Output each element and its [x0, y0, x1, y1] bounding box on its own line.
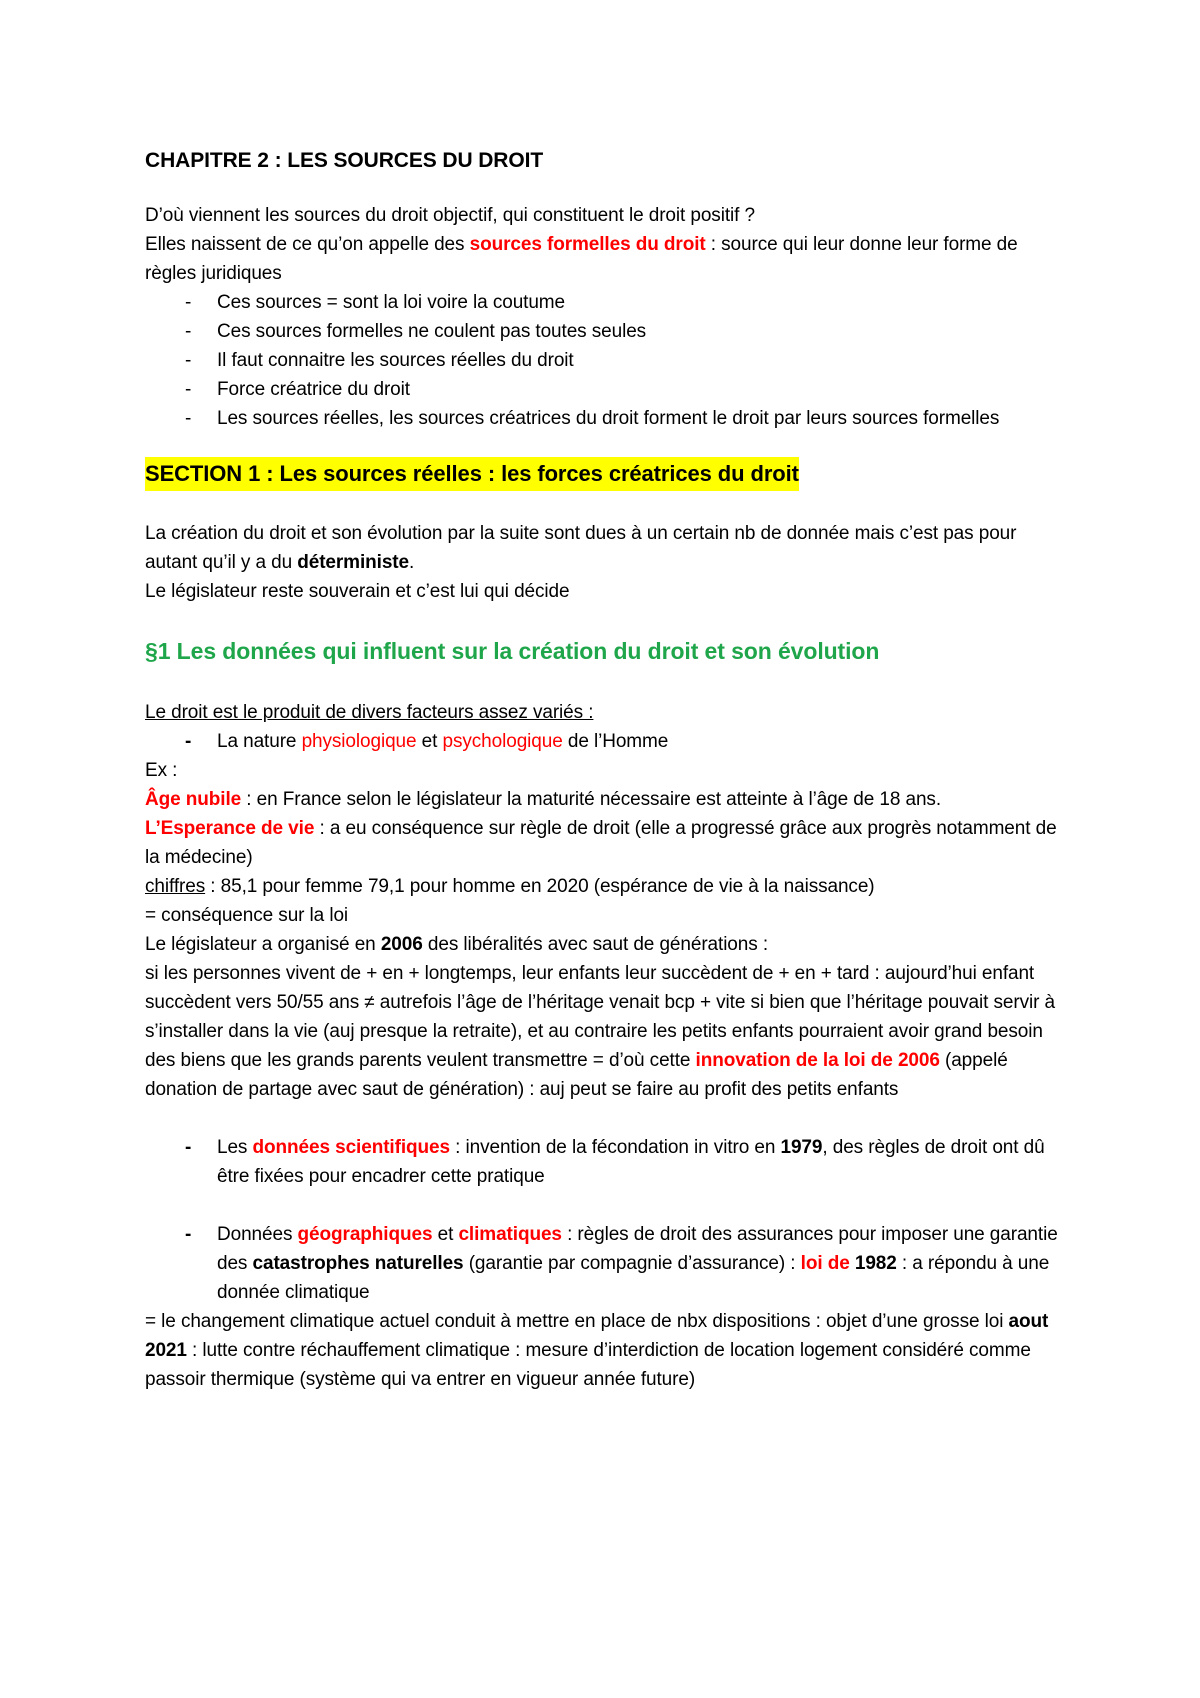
list-item: - La nature physiologique et psychologique de l’Homme	[145, 727, 1065, 756]
list-item: - Les données scientifiques : invention de la fécondation in vitro en 1979, des règles de droit ont dû être fixées pour encadrer cette pratique	[145, 1133, 1065, 1191]
legislateur-paragraph: Le législateur a organisé en 2006 des libéralités avec saut de générations :	[145, 934, 769, 955]
longevity-paragraph: si les personnes vivent de + en + longtemps, leur enfants leur succèdent de + en + tard : aujourd’hui enfant succèdent vers 50/55 ans ≠ autrefois l’âge de l’héritage venait bcp + vite si bien que l’héritage pouvait servir à s’installer dans la vie (auj presque la retraite), et au contraire les petits enfants pourraient avoir grand besoin des biens que les grands parents veulent transmettre = d’où cette innovation de la loi de 2006 (appelé donation de partage avec saut de génération) : auj peut se faire au profit des petits enfants	[145, 963, 1055, 1100]
list-item: - Ces sources = sont la loi voire la coutume	[145, 288, 1065, 317]
esperance-paragraph: L’Esperance de vie : a eu conséquence sur règle de droit (elle a progressé grâce aux progrès notamment de la médecine)	[145, 818, 1057, 868]
nature-list	[145, 727, 1065, 756]
geo-list	[145, 1220, 1065, 1307]
section-paragraph: La création du droit et son évolution par la suite sont dues à un certain nb de donnée mais c’est pas pour autant qu’il y a du déterministe.	[145, 523, 1017, 573]
list-item: - Données géographiques et climatiques : règles de droit des assurances pour imposer une garantie des catastrophes naturelles (garantie par compagnie d’assurance) : loi de 1982 : a répondu à une donnée climatique	[145, 1220, 1065, 1307]
intro-sentence: Elles naissent de ce qu’on appelle des sources formelles du droit : source qui leur donne leur forme de règles juridiques	[145, 234, 1018, 284]
age-paragraph: Âge nubile : en France selon le législateur la maturité nécessaire est atteinte à l’âge de 18 ans.	[145, 789, 942, 810]
term-sources-formelles: sources formelles du droit	[469, 234, 706, 255]
example-label: Ex :	[145, 760, 178, 781]
spacer	[145, 1191, 1065, 1220]
chapter-title: CHAPITRE 2 : LES SOURCES DU DROIT	[145, 149, 544, 172]
science-list	[145, 1133, 1065, 1191]
list-item: - Force créatrice du droit	[145, 375, 1065, 404]
list-item: - Les sources réelles, les sources créatrices du droit forment le droit par leurs sources formelles	[145, 404, 1065, 433]
chiffres-paragraph: chiffres : 85,1 pour femme 79,1 pour homme en 2020 (espérance de vie à la naissance)	[145, 876, 875, 897]
intro-list	[145, 288, 1065, 433]
list-item: - Il faut connaitre les sources réelles du droit	[145, 346, 1065, 375]
section-paragraph-2: Le législateur reste souverain et c’est lui qui décide	[145, 581, 570, 602]
list-item: - Ces sources formelles ne coulent pas toutes seules	[145, 317, 1065, 346]
intro-question: D’où viennent les sources du droit objectif, qui constituent le droit positif ?	[145, 205, 755, 226]
climate-paragraph: = le changement climatique actuel conduit à mettre en place de nbx dispositions : objet d’une grosse loi aout 2021 : lutte contre réchauffement climatique : mesure d’interdiction de location logement considéré comme passoir thermique (système qui va entrer en vigueur année future)	[145, 1311, 1049, 1390]
subsection-heading: §1 Les données qui influent sur la création du droit et son évolution	[145, 638, 880, 664]
factors-heading: Le droit est le produit de divers facteurs assez variés :	[145, 702, 594, 723]
document-body	[145, 145, 1065, 1394]
spacer	[145, 1104, 1065, 1133]
section-heading: SECTION 1 : Les sources réelles : les forces créatrices du droit	[145, 457, 799, 491]
consequence-line: = conséquence sur la loi	[145, 905, 349, 926]
